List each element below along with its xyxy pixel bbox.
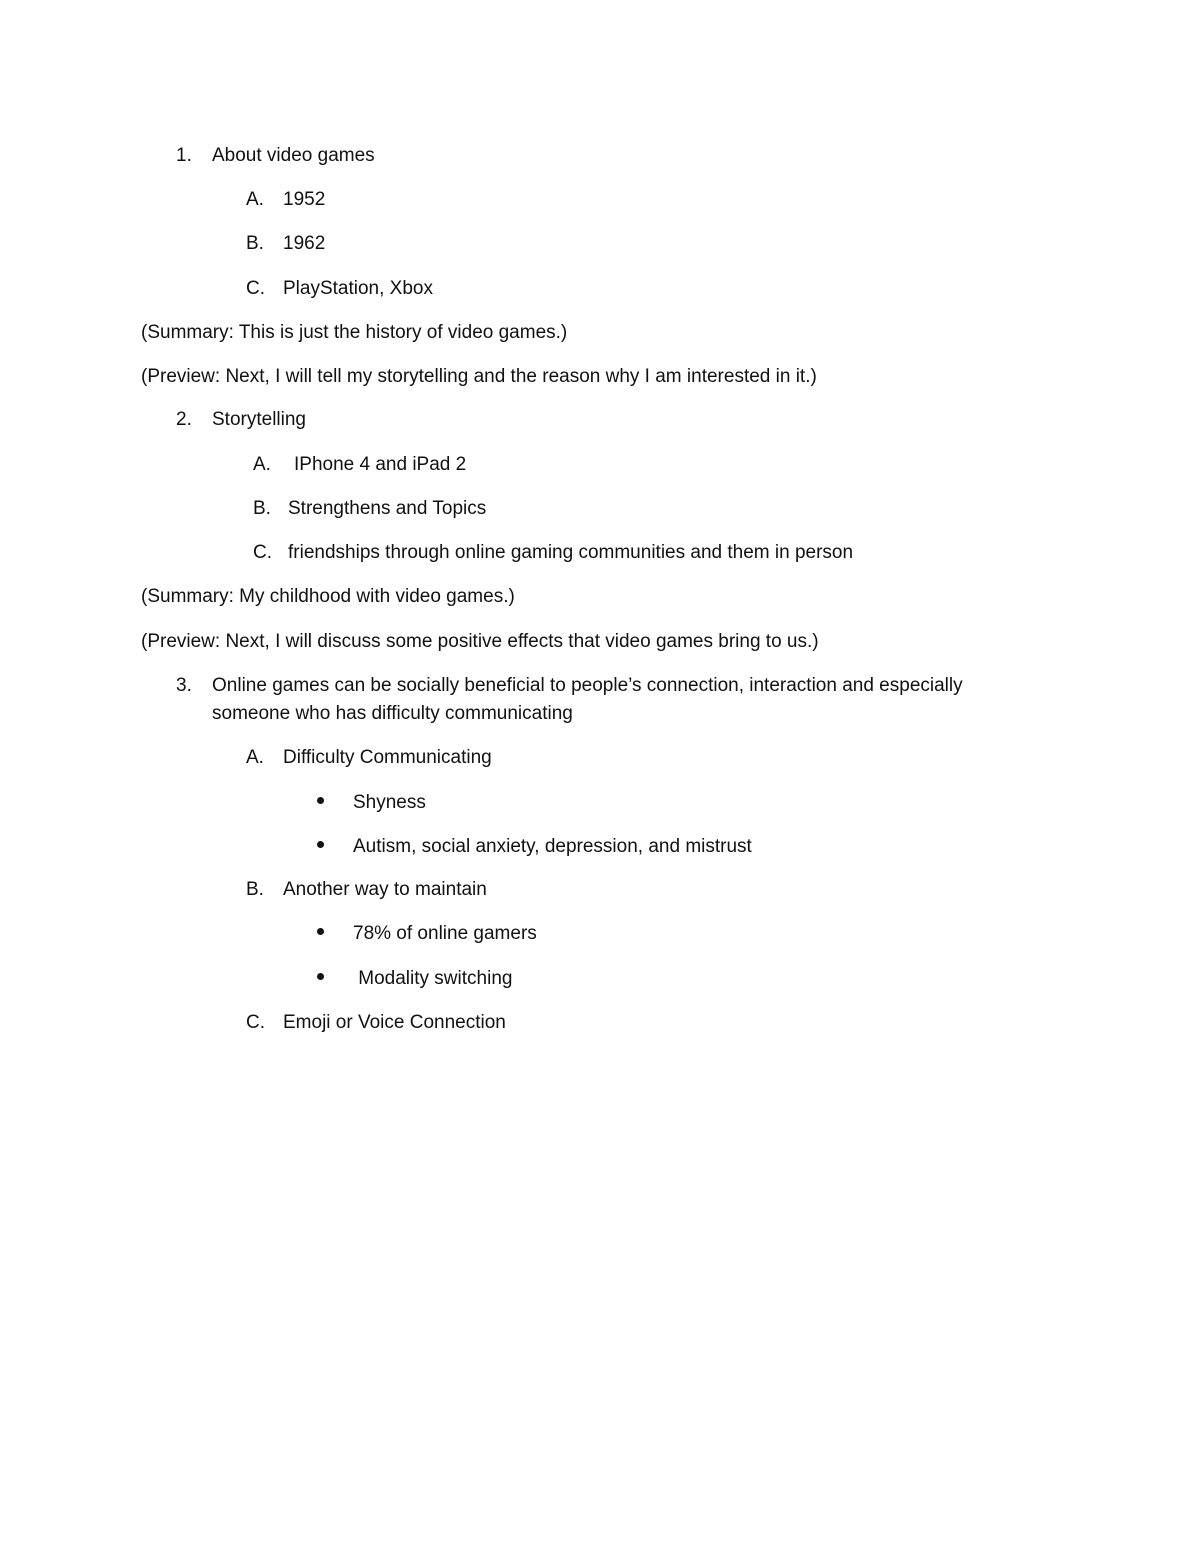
section-2-number: 2.: [176, 409, 192, 430]
section-1-item-c-text: PlayStation, Xbox: [283, 278, 433, 299]
section-2-title: Storytelling: [212, 409, 306, 430]
summary-1: (Summary: This is just the history of video games.): [141, 322, 568, 343]
section-3-item-b-bullet-2: Modality switching: [353, 968, 513, 989]
section-1-number: 1.: [176, 145, 192, 166]
bullet-icon: [317, 973, 324, 980]
section-1-item-a-marker: A.: [246, 189, 264, 210]
preview-1: (Preview: Next, I will tell my storytelling and the reason why I am interested in it.): [141, 366, 817, 387]
section-2-item-b-text: Strengthens and Topics: [288, 498, 487, 519]
section-3-item-a-bullet-2: Autism, social anxiety, depression, and mistrust: [353, 836, 752, 857]
section-3-item-b-marker: B.: [246, 879, 264, 900]
section-1-title: About video games: [212, 145, 375, 166]
preview-2: (Preview: Next, I will discuss some positive effects that video games bring to us.): [141, 631, 819, 652]
bullet-icon: [317, 928, 324, 935]
section-2-item-c-marker: C.: [253, 542, 272, 563]
section-1-item-c-marker: C.: [246, 278, 265, 299]
section-2-item-a-marker: A.: [253, 454, 271, 475]
section-3-item-b-text: Another way to maintain: [283, 879, 487, 900]
section-1-item-a-text: 1952: [283, 189, 326, 210]
section-3-number: 3.: [176, 675, 192, 696]
section-3-item-b-bullet-1: 78% of online gamers: [353, 923, 537, 944]
section-1-item-b-text: 1962: [283, 233, 326, 254]
section-3-item-a-bullet-1: Shyness: [353, 792, 426, 813]
section-3-item-c-text: Emoji or Voice Connection: [283, 1012, 506, 1033]
section-2-item-a-text: IPhone 4 and iPad 2: [294, 454, 467, 475]
section-2-item-c-text: friendships through online gaming communities and them in person: [288, 542, 854, 563]
section-3-item-a-text: Difficulty Communicating: [283, 747, 492, 768]
bullet-icon: [317, 797, 324, 804]
section-1-item-b-marker: B.: [246, 233, 264, 254]
bullet-icon: [317, 841, 324, 848]
section-3-item-a-marker: A.: [246, 747, 264, 768]
section-3-title-line-2: someone who has difficulty communicating: [212, 703, 573, 724]
summary-2: (Summary: My childhood with video games.): [141, 586, 515, 607]
section-3-title-line-1: Online games can be socially beneficial to people’s connection, interaction and especially: [212, 675, 963, 696]
section-3-item-c-marker: C.: [246, 1012, 265, 1033]
section-2-item-b-marker: B.: [253, 498, 271, 519]
